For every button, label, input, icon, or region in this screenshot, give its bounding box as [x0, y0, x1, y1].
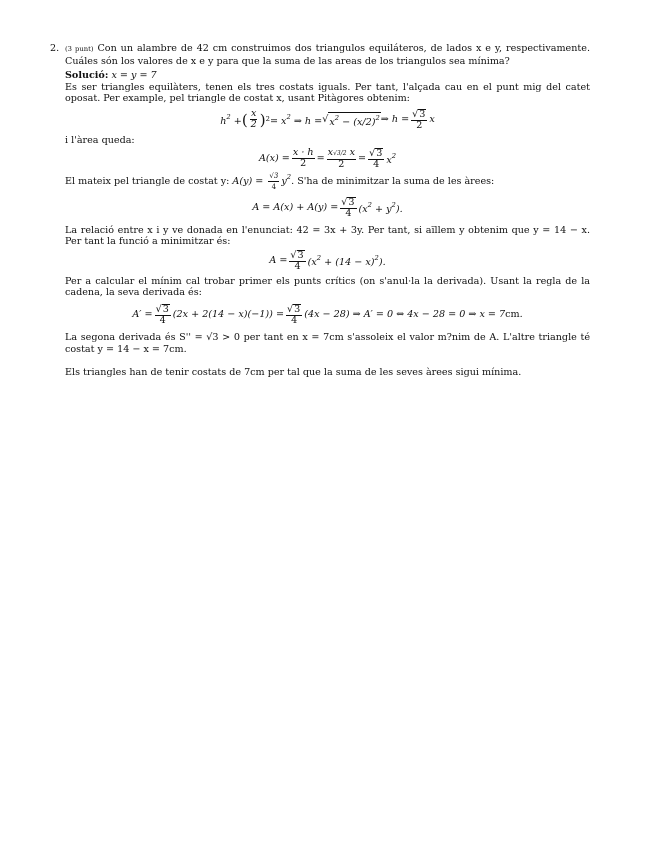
- statement-text: Con un alambre de 42 cm construimos dos triangulos equiláteros, de lados x e y, respectivamente. Cuáles són los valores de x e y para que la suma de las areas de los triangulos sea mínima?: [65, 43, 590, 67]
- solution-label: Solució:: [65, 70, 109, 82]
- equation-function: A = $\frac{√3}{4}$ $(x^2 + (14 - x)^2)$.: [269, 249, 386, 272]
- paragraph-7: Els triangles han de tenir costats de 7cm per tal que la suma de les seves àrees sigui mínima.: [65, 367, 522, 379]
- solution-answer: x = y = 7: [111, 70, 157, 82]
- solution-line: [65, 70, 590, 82]
- paragraph-4: La relació entre x i y ve donada en l'enunciat: 42 = 3x + 3y. Per tant, si aïllem y obtenim que y = 14 − x. Per tant la funció a minimitzar és:: [65, 224, 590, 248]
- paragraph-6: La segona derivada és S'' = √3 > 0 per tant en x = 7cm s'assoleix el valor m?nim de A. L'altre triangle té costat y = 14 − x = 7cm.: [65, 331, 590, 355]
- paragraph-3: El mateix pel triangle de costat y: A(y) = $\frac{√3}{4}$ $y^2$. S'ha de minimitzar la suma de les àrees:: [65, 171, 495, 191]
- equation-pythagoras: $h^2$ + ( $\frac{x}{2}$ ) 2 = $x^2$ ⇒ h = √ $x^2 - (x/2)^2$ ⇒ h = $\frac{√3}{2}$ x: [220, 108, 435, 131]
- problem-statement: [65, 43, 590, 67]
- paragraph-1: Es ser triangles equilàters, tenen els tres costats iguals. Per tant, l'alçada cau en el punt mig del catet oposat. Per example, pel triangle de costat x, usant Pitàgores obtenim:: [65, 81, 590, 105]
- problem-number: 2.: [50, 43, 60, 54]
- equation-area-x: A(x) = $\frac{x \cdot h}{2}$ = $\frac{x√3/2 x}{2}$ = $\frac{√3}{4}$ $x^2$: [258, 146, 397, 170]
- points-label: (3 punt): [65, 45, 94, 53]
- paragraph-2: i l'àrea queda:: [65, 134, 135, 146]
- equation-sum-areas: A = A(x) + A(y) = $\frac{√3}{4}$ $(x^2 + y^2)$.: [252, 196, 403, 219]
- paragraph-5: Per a calcular el mínim cal trobar primer els punts crítics (on s'anul·la la derivada). Usant la regla de la cadena, la seva derivada és:: [65, 275, 590, 299]
- equation-derivative: A′ = $\frac{√3}{4}$ (2x + 2(14 − x)(−1)) = $\frac{√3}{4}$ (4x − 28) ⇒ A′ = 0 ⇔ 4x − 28 = 0 ⇒ x = 7 cm.: [132, 303, 523, 326]
- problem-2: [50, 43, 590, 379]
